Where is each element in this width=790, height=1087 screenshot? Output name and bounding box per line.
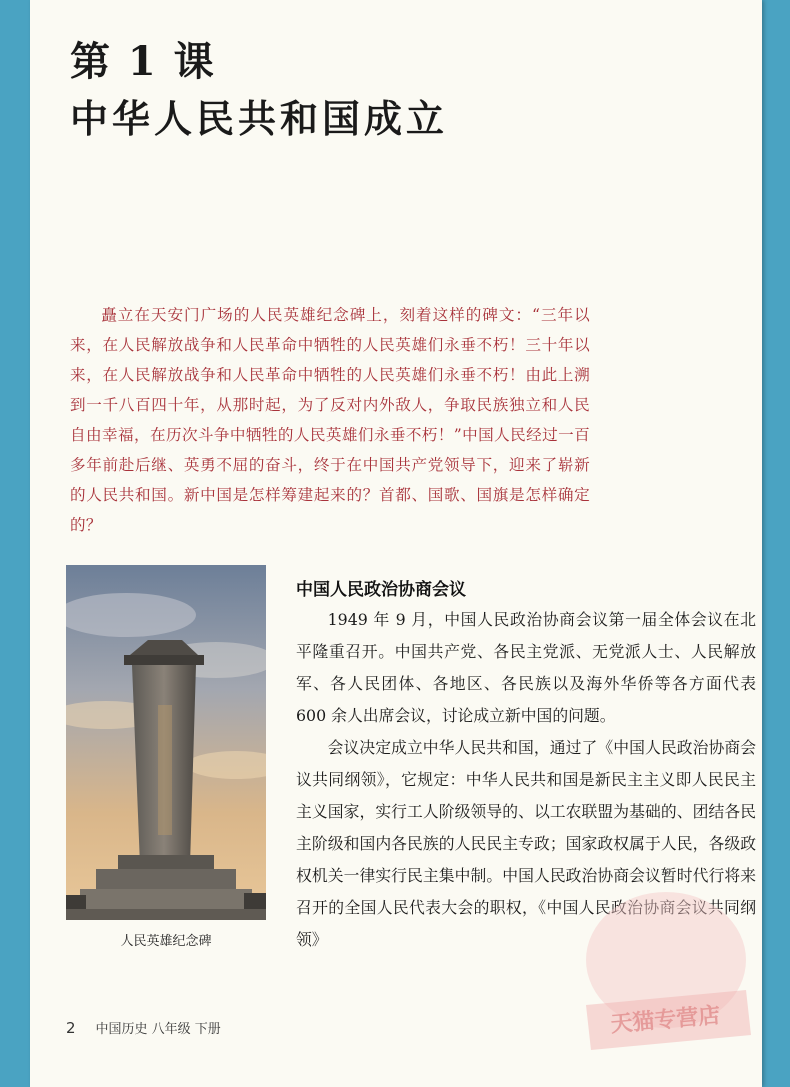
section-heading: 中国人民政治协商会议 bbox=[296, 580, 466, 600]
intro-passage bbox=[70, 300, 590, 540]
page-footer bbox=[66, 1018, 221, 1037]
watermark-text: 天猫专营店 bbox=[609, 1003, 722, 1038]
textbook-page bbox=[30, 0, 762, 1087]
lesson-number: 第 1 课 bbox=[70, 38, 216, 85]
figure-caption: 人民英雄纪念碑 bbox=[120, 934, 212, 949]
lesson-title: 中华人民共和国成立 bbox=[70, 96, 449, 141]
monument-illustration bbox=[66, 565, 266, 920]
section-body bbox=[296, 604, 756, 956]
page-number: 2 bbox=[66, 1019, 76, 1037]
book-title: 中国历史 八年级 下册 bbox=[95, 1022, 221, 1037]
body-paragraph: 会议决定成立中华人民共和国，通过了《中国人民政治协商会议共同纲领》，它规定：中华人民共和国是新民主主义即人民民主主义国家，实行工人阶级领导的、以工农联盟为基础的、团结各民主阶级和国内各民族的人民民主专政；国家政权属于人民，各级政权机关一律实行民主集中制。中国人民政治协商会议暂时代行将来召开的全国人民代表大会的职权，《中国人民政治协商会议共同纲领》 bbox=[296, 738, 756, 949]
monument-photo bbox=[66, 565, 266, 920]
intro-paragraph: 矗立在天安门广场的人民英雄纪念碑上，刻着这样的碑文：“三年以来，在人民解放战争和人民革命中牺牲的人民英雄们永垂不朽！三十年以来，在人民解放战争和人民革命中牺牲的人民英雄们永垂不朽！由此上溯到一千八百四十年，从那时起，为了反对内外敌人，争取民族独立和人民自由幸福，在历次斗争中牺牲的人民英雄们永垂不朽！”中国人民经过一百多年前赴后继、英勇不屈的奋斗，终于在中国共产党领导下，迎来了崭新的人民共和国。新中国是怎样筹建起来的？首都、国歌、国旗是怎样确定的？ bbox=[70, 306, 590, 534]
body-paragraph: 1949 年 9 月，中国人民政治协商会议第一届全体会议在北平隆重召开。中国共产党、各民主党派、无党派人士、人民解放军、各人民团体、各地区、各民族以及海外华侨等各方面代表 600 余人出席会议，讨论成立新中国的问题。 bbox=[296, 610, 756, 725]
